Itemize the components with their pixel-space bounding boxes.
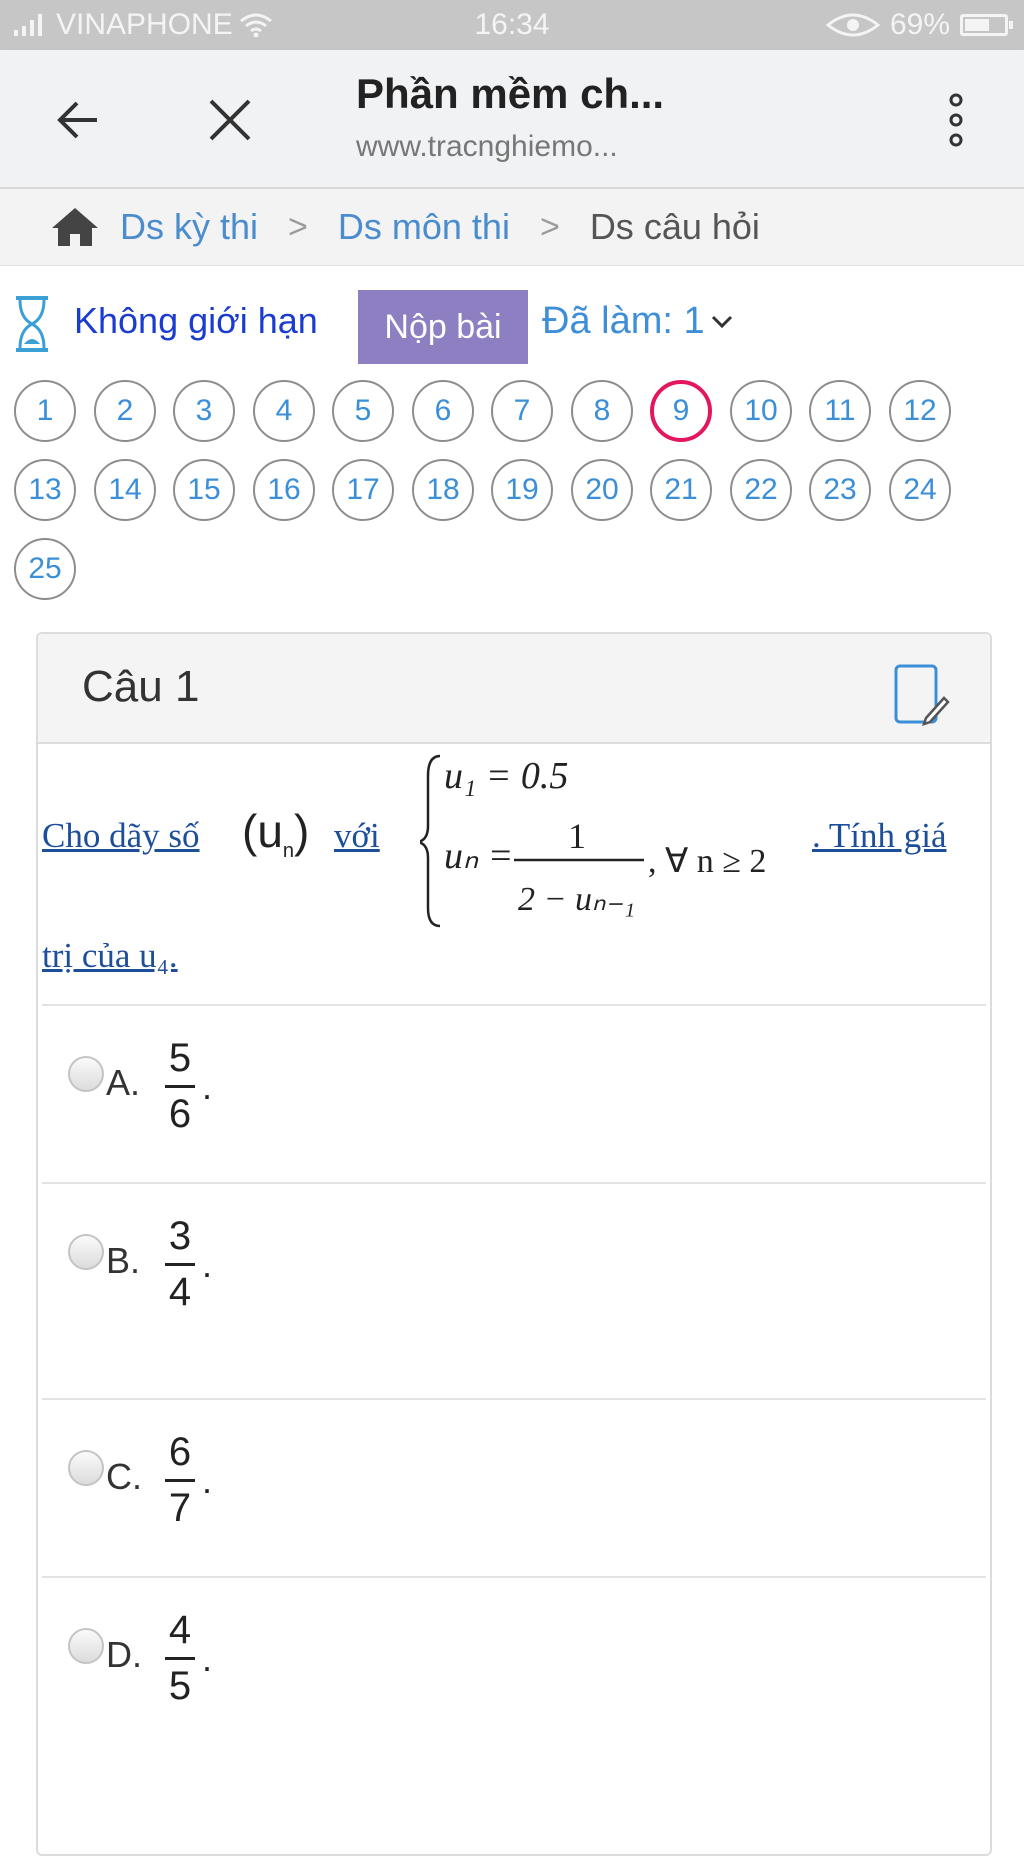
question-header <box>38 634 990 744</box>
home-icon[interactable] <box>50 206 100 248</box>
breadcrumb-separator: > <box>539 207 560 246</box>
fraction-numerator: 3 <box>168 1214 192 1258</box>
answer-option-a[interactable] <box>42 1004 986 1184</box>
question-panel <box>36 632 992 1856</box>
stem-text-3: . Tính giá <box>812 816 947 855</box>
radio-button[interactable] <box>68 1056 104 1092</box>
question-number-16[interactable]: 16 <box>253 459 315 521</box>
question-number-3[interactable]: 3 <box>173 380 235 442</box>
radio-button[interactable] <box>68 1450 104 1486</box>
eye-icon <box>826 11 880 39</box>
arrow-left-icon <box>53 95 103 145</box>
chevron-down-icon <box>711 315 733 329</box>
radio-button[interactable] <box>68 1234 104 1270</box>
question-number-22[interactable]: 22 <box>730 459 792 521</box>
question-stem <box>42 746 982 974</box>
page-url[interactable]: www.tracnghiemo... <box>356 130 618 163</box>
answered-count-label: Đã làm: 1 <box>542 300 705 342</box>
breadcrumb-separator: > <box>288 207 308 246</box>
question-number-9[interactable]: 9 <box>650 380 712 442</box>
question-number-2[interactable]: 2 <box>94 380 156 442</box>
status-bar <box>0 0 1024 50</box>
overflow-menu-button[interactable] <box>916 85 996 155</box>
status-time: 16:34 <box>474 8 550 41</box>
option-period: . <box>202 1244 213 1285</box>
option-letter: A. <box>106 1062 141 1103</box>
fraction-denominator: 7 <box>168 1486 192 1530</box>
option-fraction <box>162 1214 198 1315</box>
answer-option-d[interactable] <box>42 1576 986 1778</box>
fraction-denominator: 5 <box>168 1664 192 1708</box>
question-number-18[interactable]: 18 <box>412 459 474 521</box>
recurrence-system <box>420 746 820 936</box>
system-line-2-right: , ∀ n ≥ 2 <box>648 843 767 880</box>
question-number-19[interactable]: 19 <box>491 459 553 521</box>
question-number-8[interactable]: 8 <box>571 380 633 442</box>
system-line-2-left: uₙ = <box>444 835 514 877</box>
stem-sequence: $(u_n)$ <box>242 805 310 863</box>
browser-toolbar <box>0 50 1024 189</box>
stem-text-2: với <box>334 816 380 855</box>
option-fraction <box>162 1608 198 1709</box>
question-number-12[interactable]: 12 <box>889 380 951 442</box>
question-number-24[interactable]: 24 <box>889 459 951 521</box>
question-number-5[interactable]: 5 <box>332 380 394 442</box>
breadcrumb-item-exams[interactable]: Ds kỳ thi <box>120 206 259 247</box>
breadcrumb <box>0 189 1024 266</box>
submit-button[interactable]: Nộp bài <box>358 290 528 364</box>
question-number-11[interactable]: 11 <box>809 380 871 442</box>
question-number-14[interactable]: 14 <box>94 459 156 521</box>
close-icon <box>207 97 253 143</box>
time-limit-text: Không giới hạn <box>74 300 318 341</box>
radio-button[interactable] <box>68 1628 104 1664</box>
option-letter: C. <box>106 1456 142 1497</box>
option-fraction <box>162 1430 198 1531</box>
question-number-6[interactable]: 6 <box>412 380 474 442</box>
option-letter: D. <box>106 1634 142 1675</box>
breadcrumb-item-questions: Ds câu hỏi <box>589 206 760 247</box>
fraction-denominator: 6 <box>168 1092 192 1136</box>
system-line-1: u₁ = 0.5 <box>444 755 569 797</box>
close-tab-button[interactable] <box>190 85 270 155</box>
sequence-subscript: n <box>282 840 295 863</box>
breadcrumb-item-subjects[interactable]: Ds môn thi <box>337 206 510 247</box>
option-period: . <box>202 1638 213 1679</box>
stem-text-1: Cho dãy số <box>42 816 200 855</box>
question-number-4[interactable]: 4 <box>253 380 315 442</box>
fraction-numerator: 5 <box>168 1036 192 1080</box>
hourglass-icon <box>12 296 52 352</box>
sequence-letter: u <box>257 805 283 857</box>
option-fraction <box>162 1036 198 1137</box>
question-number-25[interactable]: 25 <box>14 538 76 600</box>
fraction-denominator: 4 <box>168 1270 192 1314</box>
fraction-numerator: 4 <box>168 1608 192 1652</box>
system-fraction-den: 2 − uₙ₋₁ <box>518 881 636 918</box>
question-number-21[interactable]: 21 <box>650 459 712 521</box>
system-fraction-num: 1 <box>568 816 586 856</box>
question-title: Câu 1 <box>82 662 200 711</box>
answer-option-b[interactable] <box>42 1182 986 1400</box>
option-letter: B. <box>106 1240 141 1281</box>
question-number-1[interactable]: 1 <box>14 380 76 442</box>
answered-count-dropdown[interactable] <box>542 300 733 343</box>
page-title: Phần mềm ch... <box>356 70 665 117</box>
exam-controls <box>0 290 1024 366</box>
fraction-numerator: 6 <box>168 1430 192 1474</box>
question-number-13[interactable]: 13 <box>14 459 76 521</box>
question-number-20[interactable]: 20 <box>571 459 633 521</box>
option-period: . <box>202 1066 213 1107</box>
answer-option-c[interactable] <box>42 1398 986 1578</box>
question-number-10[interactable]: 10 <box>730 380 792 442</box>
back-button[interactable] <box>38 85 118 155</box>
carrier-name: VINAPHONE <box>56 8 233 41</box>
more-vertical-icon <box>946 90 966 150</box>
option-period: . <box>202 1460 213 1501</box>
question-number-17[interactable]: 17 <box>332 459 394 521</box>
question-number-15[interactable]: 15 <box>173 459 235 521</box>
question-number-7[interactable]: 7 <box>491 380 553 442</box>
battery-icon <box>960 14 1008 36</box>
question-number-23[interactable]: 23 <box>809 459 871 521</box>
stem-text-4: trị của u₄. <box>42 936 178 975</box>
battery-percent: 69% <box>889 8 950 41</box>
note-edit-icon[interactable] <box>894 664 950 726</box>
status-right <box>826 8 1008 42</box>
